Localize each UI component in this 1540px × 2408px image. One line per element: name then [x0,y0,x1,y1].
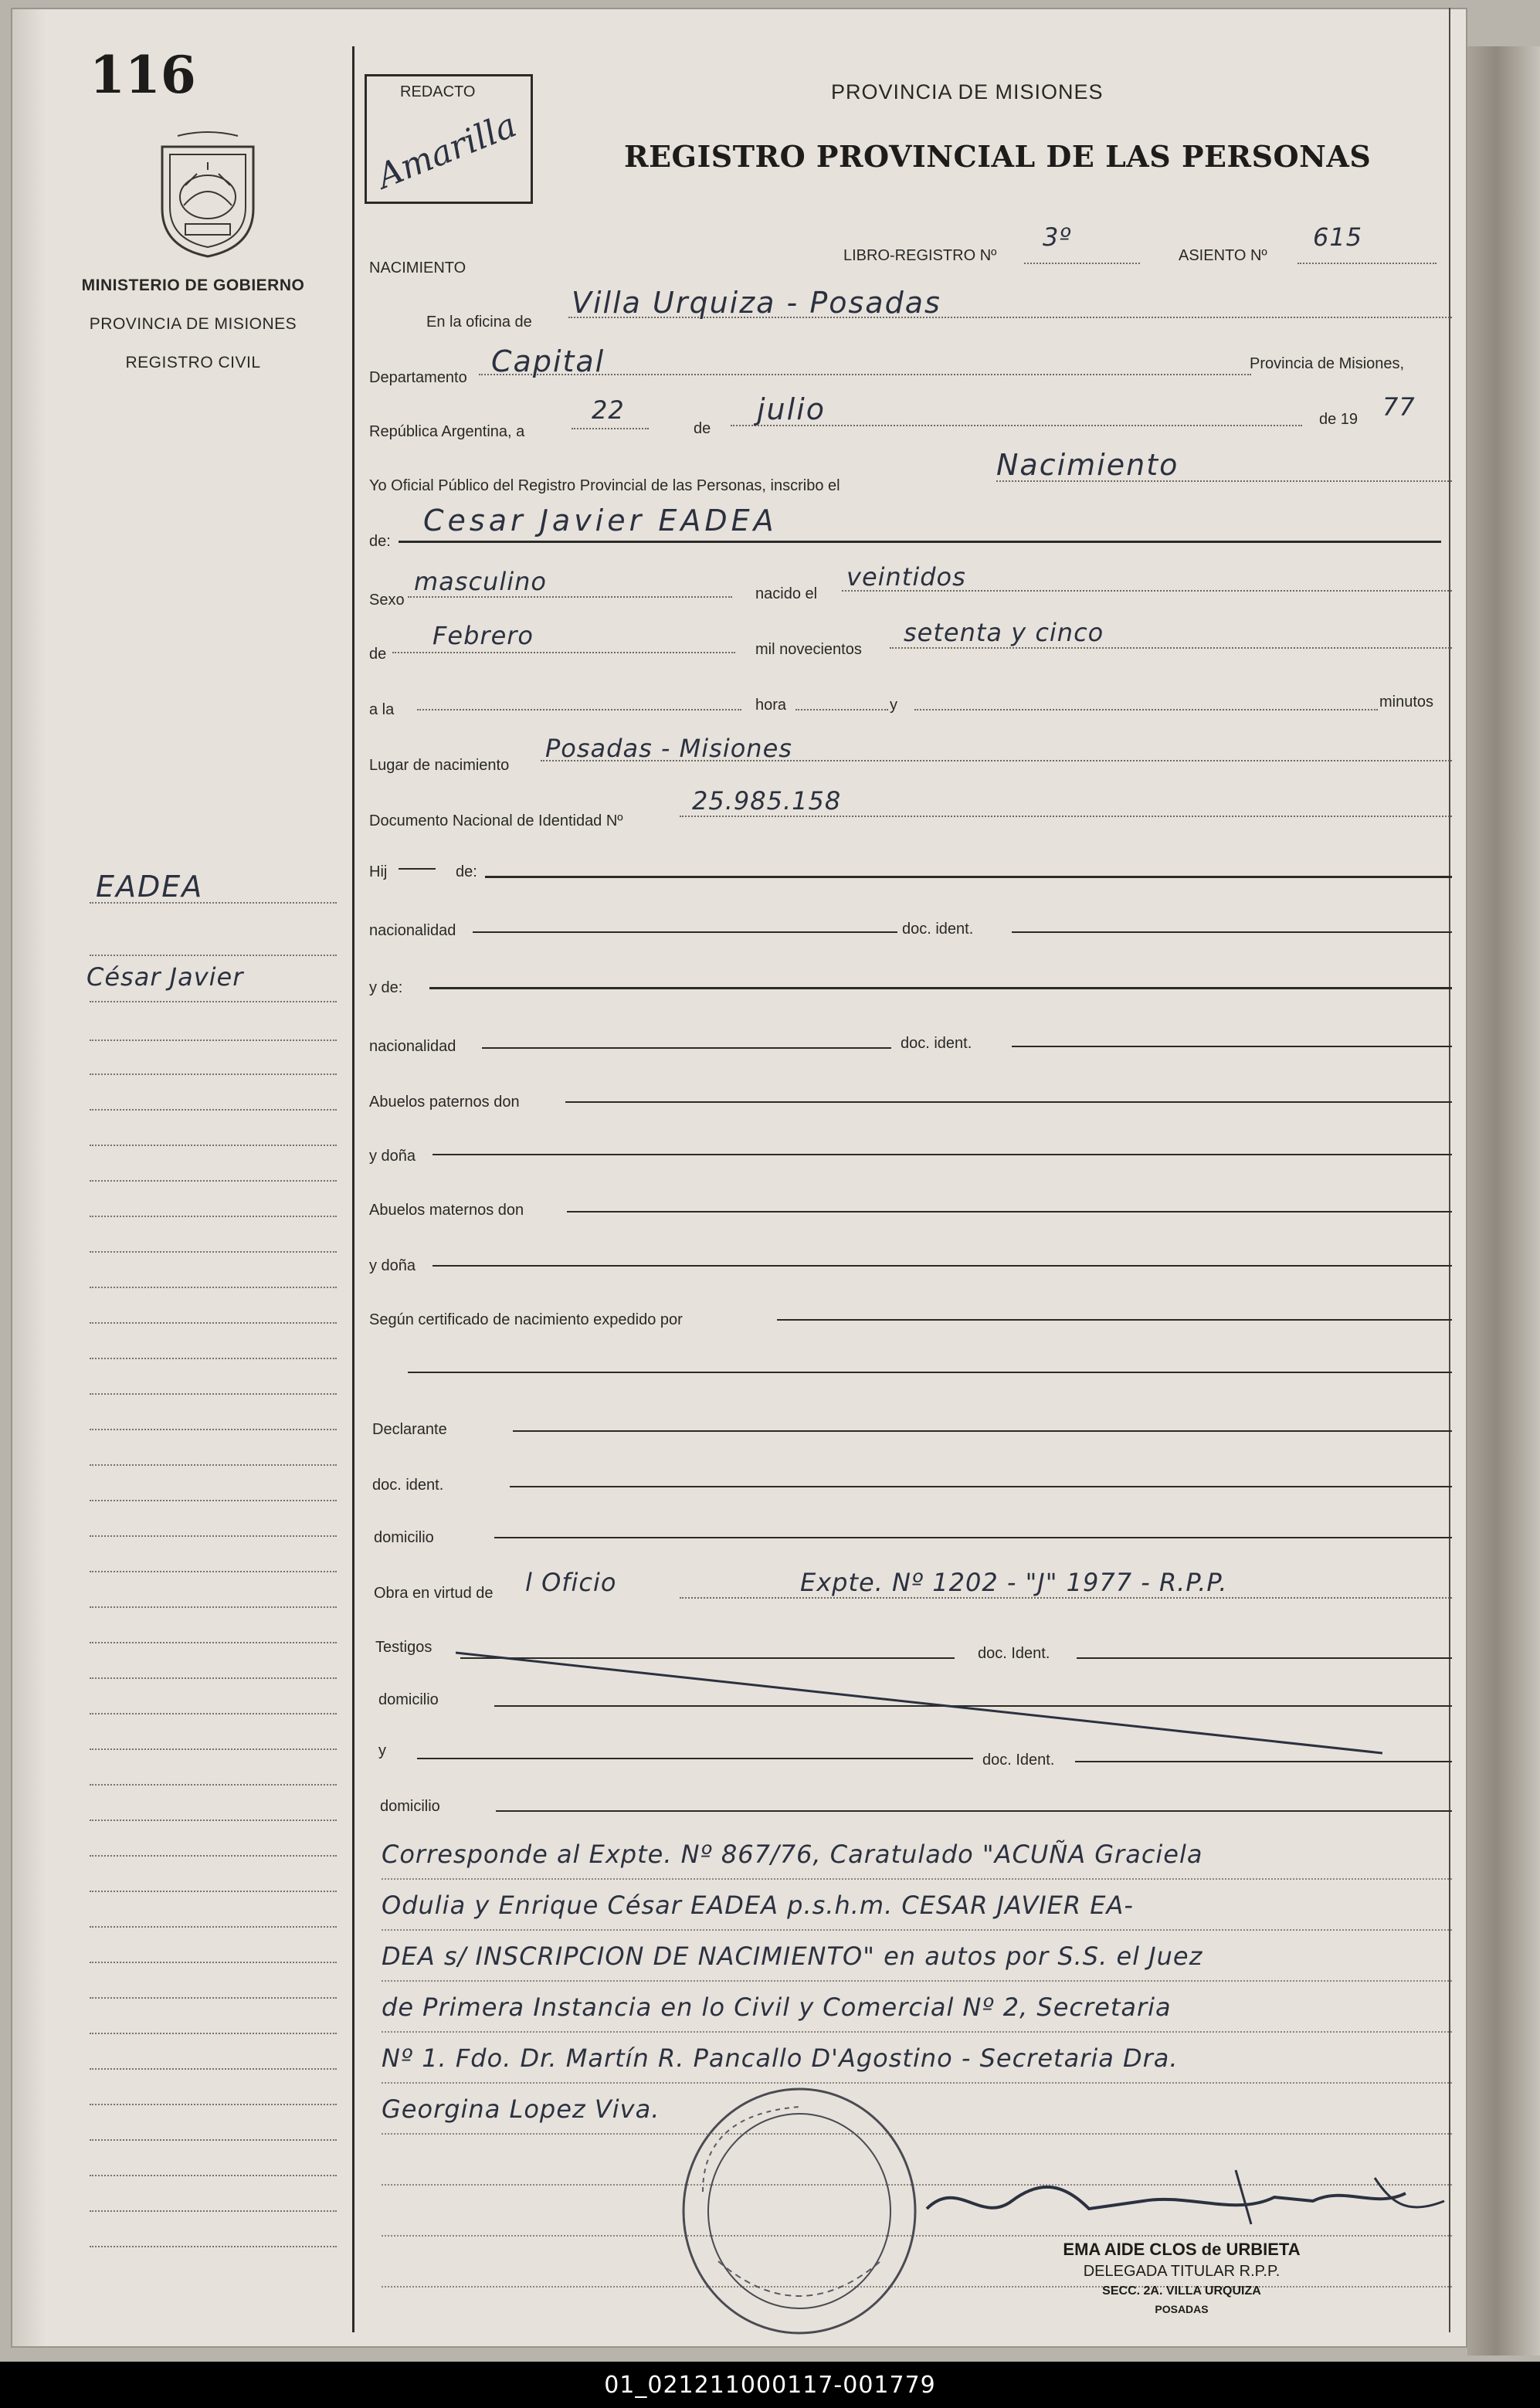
misiones-crest-icon [154,131,261,261]
domicilio3-label: domicilio [380,1798,440,1815]
de3-label: de [369,646,387,663]
de2-label: de: [369,533,391,550]
segun-label: Según certificado de nacimiento expedido por [369,1311,683,1328]
oficina-value: Villa Urquiza - Posadas [572,286,941,320]
official-signature [911,2155,1452,2240]
hij-label: Hij [369,863,388,880]
mes-nac-value: Febrero [432,621,534,650]
inscribo-value: Nacimiento [996,448,1179,482]
provincia-label: Provincia de Misiones, [1250,355,1405,372]
dni-label: Documento Nacional de Identidad Nº [369,812,623,829]
mil-label: mil novecientos [755,641,862,658]
de-label: de [694,420,711,437]
departamento-value: Capital [491,344,605,378]
nombre-value: Cesar Javier EADEA [423,504,778,538]
margin-surname: EADEA [96,870,204,904]
anio-label: de 19 [1319,411,1359,428]
abuelos-pat-label: Abuelos paternos don [369,1094,520,1111]
declarante-label: Declarante [372,1421,447,1438]
note-line: Georgina Lopez Viva. [382,2094,660,2124]
section-label: NACIMIENTO [369,259,466,276]
ala-label: a la [369,701,395,718]
republica-label: República Argentina, a [369,423,525,440]
docident5-label: doc. Ident. [982,1752,1055,1769]
asiento-label: ASIENTO Nº [1179,247,1267,264]
expte-value: Expte. Nº 1202 - "J" 1977 - R.P.P. [800,1568,1228,1597]
registry-label: REGISTRO CIVIL [125,354,261,371]
obra-value: l Oficio [525,1568,617,1597]
header-province: PROVINCIA DE MISIONES [831,80,1104,103]
column-divider [352,46,354,2332]
book-page-edges [1467,46,1540,2355]
yde-label: y de: [369,979,403,996]
redacto-label: REDACTO [400,83,476,100]
domicilio1-label: domicilio [374,1529,434,1546]
docident3-label: doc. ident. [372,1477,444,1494]
redacto-signature: Amarilla [371,105,522,197]
asiento-value: 615 [1313,222,1363,252]
lugar-label: Lugar de nacimiento [369,757,510,774]
circular-seal-icon [672,2084,927,2338]
note-line: Nº 1. Fdo. Dr. Martín R. Pancallo D'Agostino - Secretaria Dra. [382,2043,1179,2073]
sexo-label: Sexo [369,592,405,609]
anio-value: 77 [1382,392,1416,422]
ydona2-label: y doña [369,1257,416,1274]
docident4-label: doc. Ident. [978,1645,1050,1662]
sexo-value: masculino [414,567,547,596]
nacido-value: veintidos [846,562,966,592]
note-line: DEA s/ INSCRIPCION DE NACIMIENTO" en autos por S.S. el Juez [382,1942,1203,1971]
dia-value: 22 [592,395,625,425]
mes-value: julio [757,392,826,426]
header-title: REGISTRO PROVINCIAL DE LAS PERSONAS [624,139,1372,174]
right-border [1449,8,1450,2332]
nacido-label: nacido el [755,585,818,602]
lugar-value: Posadas - Misiones [545,734,792,763]
stamp-title: DELEGADA TITULAR R.P.P. [1083,2263,1281,2280]
page-number: 116 [90,45,196,105]
domicilio2-label: domicilio [378,1691,439,1708]
y-label: y [890,697,897,714]
anio-nac-value: setenta y cinco [904,618,1104,647]
nacionalidad2-label: nacionalidad [369,1038,456,1055]
stamp-name: EMA AIDE CLOS de URBIETA [1063,2240,1301,2259]
dni-value: 25.985.158 [692,786,842,816]
note-line: Odulia y Enrique César EADEA p.s.h.m. CESAR JAVIER EA- [382,1891,1134,1920]
oficina-label: En la oficina de [426,314,532,331]
libro-value: 3º [1043,222,1072,252]
de4-label: de: [456,863,477,880]
y2-label: y [378,1742,386,1759]
province-label: PROVINCIA DE MISIONES [89,315,297,333]
binding-shadow [12,9,46,2346]
departamento-label: Departamento [369,369,467,386]
abuelos-mat-label: Abuelos maternos don [369,1202,524,1219]
docident2-label: doc. ident. [901,1035,972,1052]
docident-label: doc. ident. [902,921,974,938]
ministry-label: MINISTERIO DE GOBIERNO [81,276,305,294]
note-line: Corresponde al Expte. Nº 867/76, Caratulado "ACUÑA Graciela [382,1840,1203,1869]
stamp-office: SECC. 2A. VILLA URQUIZA [1102,2284,1261,2298]
ydona1-label: y doña [369,1148,416,1165]
minutos-label: minutos [1379,694,1434,711]
margin-given-names: César Javier [86,962,244,992]
cancel-stroke [456,1645,1382,1761]
footer-id: 01_021211000117-001779 [0,2362,1540,2408]
testigos-label: Testigos [375,1639,432,1656]
stamp-city: POSADAS [1155,2303,1209,2315]
obra-label: Obra en virtud de [374,1585,494,1602]
nacionalidad-label: nacionalidad [369,922,456,939]
hora-label: hora [755,697,787,714]
inscribo-label: Yo Oficial Público del Registro Provincial de las Personas, inscribo el [369,477,840,494]
note-line: de Primera Instancia en lo Civil y Comercial Nº 2, Secretaria [382,1993,1172,2022]
libro-label: LIBRO-REGISTRO Nº [843,247,997,264]
